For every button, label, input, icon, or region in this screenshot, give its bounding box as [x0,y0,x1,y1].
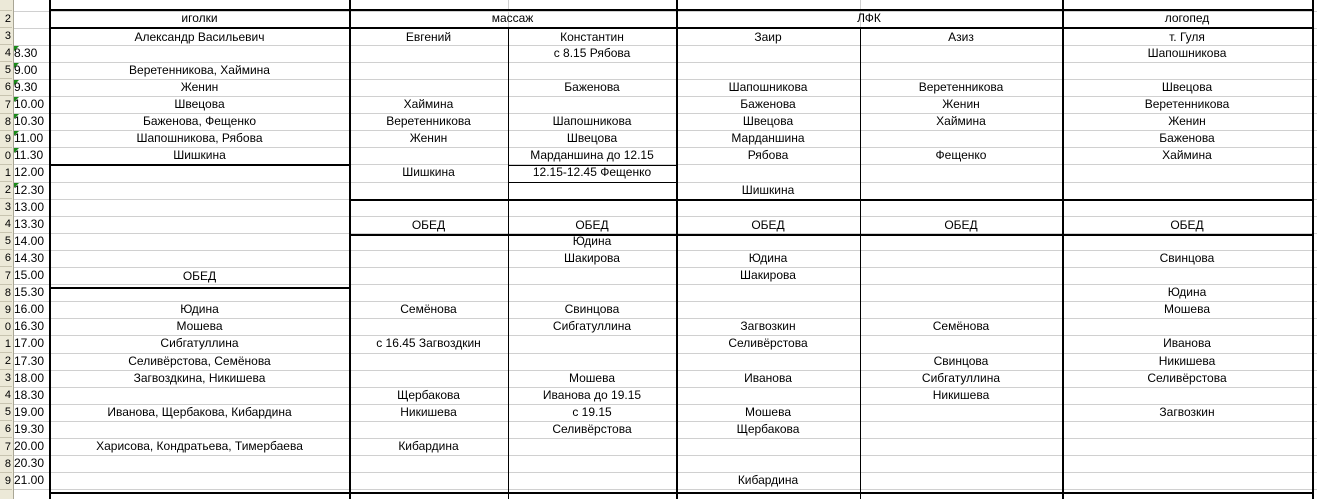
appointment-cell[interactable]: Марданшина до 12.15 [530,148,654,163]
row-number[interactable]: 2 [0,353,12,370]
appointment-cell[interactable]: Шапошникова [728,79,808,94]
row-number[interactable]: 9 [0,131,12,148]
cell-border [1312,0,1314,499]
appointment-cell[interactable]: Иванова [1163,336,1211,351]
appointment-cell[interactable]: Юдина [180,302,219,317]
cell-border [50,492,1314,494]
time-cell[interactable]: 21.00 [14,473,45,488]
time-cell[interactable]: 13.30 [14,216,45,231]
appointment-cell[interactable]: Сибгатуллина [160,336,239,351]
time-cell[interactable]: 15.30 [14,285,45,300]
cell-border [349,0,351,499]
appointment-cell[interactable]: Фещенко [935,148,987,163]
row-number[interactable]: 4 [0,45,12,62]
appointment-cell[interactable]: Загвозкин [1159,404,1215,419]
appointment-cell[interactable]: Свинцова [564,302,620,317]
appointment-cell[interactable]: с 8.15 Рябова [553,45,631,60]
appointment-cell[interactable]: Иванова [744,370,792,385]
appointment-cell[interactable]: Харисова, Кондратьева, Тимербаева [96,439,303,453]
time-cell[interactable]: 10.00 [14,97,45,111]
time-cell[interactable]: 12.30 [14,182,45,197]
row-number[interactable]: 3 [0,28,12,45]
lunch-cell[interactable]: ОБЕД [1170,217,1204,232]
appointment-cell[interactable]: Баженова [1159,131,1215,146]
appointment-cell[interactable]: Швецова [742,114,794,129]
appointment-cell[interactable]: Загвоздкина, Никишева [133,370,266,385]
appointment-cell[interactable]: Веретенникова [918,79,1004,94]
time-cell[interactable]: 12.00 [14,165,45,180]
appointment-cell[interactable]: Женин [180,79,219,94]
appointment-cell[interactable]: Шапошникова [1147,45,1227,60]
lunch-cell[interactable]: ОБЕД [751,217,785,232]
appointment-cell[interactable]: Швецова [566,131,618,146]
time-cell[interactable]: 18.00 [14,370,45,385]
appointment-cell[interactable]: Никишева [932,387,990,402]
appointment-cell[interactable]: Шапошникова, Рябова [136,131,263,146]
cell-border [349,234,1314,236]
group-header[interactable]: массаж [491,11,534,25]
appointment-cell[interactable]: Веретенникова, Хаймина [129,62,270,77]
appointment-cell[interactable]: Мошева [744,404,792,419]
appointment-cell[interactable]: Шишкина [173,148,226,163]
appointment-cell[interactable]: с 16.45 Загвоздкин [376,336,481,351]
appointment-cell[interactable]: Селивёрстова, Семёнова [128,353,271,368]
appointment-cell[interactable]: Щербакова [397,387,460,402]
row-number[interactable]: 5 [0,62,12,79]
row-number[interactable]: 2 [0,11,12,28]
time-cell[interactable]: 14.00 [14,233,45,248]
time-cell[interactable]: 16.30 [14,319,45,334]
appointment-cell[interactable]: Мошева [568,370,616,385]
appointment-cell[interactable]: Шишкина [741,182,795,197]
time-cell[interactable]: 13.00 [14,199,45,214]
time-cell[interactable]: 10.30 [14,114,45,129]
time-cell[interactable]: 14.30 [14,250,45,265]
appointment-cell[interactable]: Щербакова [736,421,800,436]
appointment-cell[interactable]: Юдина [572,233,612,248]
time-cell[interactable]: 19.30 [14,421,45,436]
row-number[interactable]: 2 [0,182,12,199]
appointment-cell[interactable]: с 19.15 [572,404,612,419]
row-number[interactable]: 4 [0,387,12,404]
appointment-cell[interactable]: Мошева [1163,302,1211,317]
time-cell[interactable]: 11.30 [14,148,44,163]
appointment-cell[interactable]: Сибгатуллина [552,319,632,334]
appointment-cell[interactable]: Селивёрстова [1147,370,1227,385]
appointment-cell[interactable]: Иванова до 19.15 [542,387,642,402]
time-cell[interactable]: 9.30 [14,79,38,94]
appointment-cell[interactable]: Баженова [740,97,796,111]
time-cell[interactable]: 19.00 [14,404,45,419]
row-number[interactable]: 0 [0,148,12,165]
appointment-cell[interactable]: Веретенникова [386,114,471,129]
row-number[interactable]: 7 [0,439,12,456]
cell-border [50,287,349,289]
appointment-cell[interactable]: Шишкина [402,165,455,180]
row-number[interactable]: 8 [0,114,12,131]
row-number[interactable]: 6 [0,79,12,96]
cell-border [508,182,676,183]
row-number[interactable]: 8 [0,456,12,473]
specialist-header[interactable]: Константин [560,30,624,44]
appointment-cell[interactable]: Мошева [176,319,223,334]
row-number[interactable]: 5 [0,404,12,421]
appointment-cell[interactable]: Хаймина [936,114,986,129]
comment-marker-icon [14,80,19,85]
appointment-cell[interactable]: Селивёрстова [728,336,808,351]
appointment-cell[interactable]: Свинцова [933,353,989,368]
appointment-cell[interactable]: Шакирова [740,268,796,282]
appointment-cell[interactable]: Селивёрстова [552,421,632,436]
appointment-cell[interactable]: Шапошникова [552,114,632,129]
lunch-cell[interactable]: ОБЕД [182,269,217,283]
appointment-cell[interactable]: Марданшина [731,131,805,146]
specialist-header[interactable]: Азиз [948,30,974,44]
group-header[interactable]: ЛФК [857,11,881,25]
appointment-cell[interactable]: Веретенникова [1144,97,1230,111]
row-number[interactable]: 1 [0,336,12,353]
appointment-cell[interactable]: Загвозкин [740,319,796,334]
specialist-header[interactable]: т. Гуля [1169,30,1205,44]
gridline [14,472,1317,473]
appointment-cell[interactable]: Сибгатуллина [921,370,1001,385]
comment-marker-icon [14,148,19,153]
specialist-header[interactable]: Евгений [405,30,452,44]
appointment-cell[interactable]: Женин [409,131,448,146]
appointment-cell[interactable]: Иванова, Щербакова, Кибардина [107,404,292,419]
appointment-cell[interactable]: Хаймина [1162,148,1212,163]
time-cell[interactable]: 20.00 [14,439,45,453]
appointment-cell[interactable]: Баженова, Фещенко [142,114,257,129]
row-number[interactable]: 4 [0,216,12,233]
time-cell[interactable]: 17.30 [14,353,45,368]
time-cell[interactable]: 17.00 [14,336,45,351]
specialist-header[interactable]: Заир [754,30,782,44]
appointment-cell[interactable]: Юдина [748,250,788,265]
comment-marker-icon [14,131,19,136]
gridline [14,489,1317,490]
time-cell[interactable]: 18.30 [14,387,45,402]
cell-border [349,199,1314,201]
appointment-cell[interactable]: Баженова [564,79,620,94]
appointment-cell[interactable]: Никишева [1158,353,1216,368]
row-number[interactable]: 6 [0,421,12,438]
appointment-cell[interactable]: Кибардина [737,473,799,488]
appointment-cell[interactable]: Семёнова [400,302,457,317]
appointment-cell[interactable]: Женин [942,97,980,111]
group-header[interactable]: иголки [181,11,218,25]
specialist-header[interactable]: Александр Васильевич [134,30,265,44]
row-number[interactable]: 9 [0,473,12,490]
row-number[interactable]: 9 [0,302,12,319]
lunch-cell[interactable]: ОБЕД [575,217,609,232]
comment-marker-icon [14,114,19,119]
lunch-cell[interactable]: ОБЕД [411,217,446,232]
appointment-cell[interactable]: Хаймина [403,97,454,111]
comment-marker-icon [14,46,19,51]
time-cell[interactable]: 11.00 [14,131,44,146]
time-cell[interactable]: 15.00 [14,268,45,282]
lunch-cell[interactable]: ОБЕД [944,217,978,232]
row-number[interactable]: 1 [0,165,12,182]
gridline [14,455,1317,456]
row-number[interactable]: 7 [0,97,12,114]
time-cell[interactable]: 16.00 [14,302,45,317]
row-number[interactable] [0,0,12,11]
appointment-cell[interactable]: Шакирова [564,250,620,265]
group-header[interactable]: логопед [1164,11,1210,25]
appointment-cell[interactable]: Швецова [174,97,225,111]
appointment-cell[interactable]: Юдина [1167,285,1207,300]
cell-border [50,164,349,166]
row-number[interactable]: 7 [0,268,12,285]
comment-marker-icon [14,97,19,102]
row-number[interactable]: 6 [0,250,12,267]
comment-marker-icon [14,183,19,188]
row-number[interactable]: 8 [0,285,12,302]
appointment-cell[interactable]: Женин [1168,114,1206,129]
row-number[interactable]: 3 [0,199,12,216]
row-number[interactable]: 5 [0,233,12,250]
row-number[interactable]: 0 [0,319,12,336]
appointment-cell[interactable]: Рябова [747,148,789,163]
appointment-cell[interactable]: Кибардина [398,439,459,453]
time-cell[interactable]: 20.30 [14,456,45,471]
comment-marker-icon [14,63,19,68]
time-cell[interactable]: 8.30 [14,45,38,60]
appointment-cell[interactable]: 12.15-12.45 Фещенко [532,165,652,180]
time-cell[interactable]: 9.00 [14,62,38,77]
appointment-cell[interactable]: Семёнова [932,319,990,334]
appointment-cell[interactable]: Швецова [1161,79,1213,94]
appointment-cell[interactable]: Никишева [400,404,457,419]
row-number[interactable]: 3 [0,370,12,387]
appointment-cell[interactable]: Свинцова [1159,250,1215,265]
